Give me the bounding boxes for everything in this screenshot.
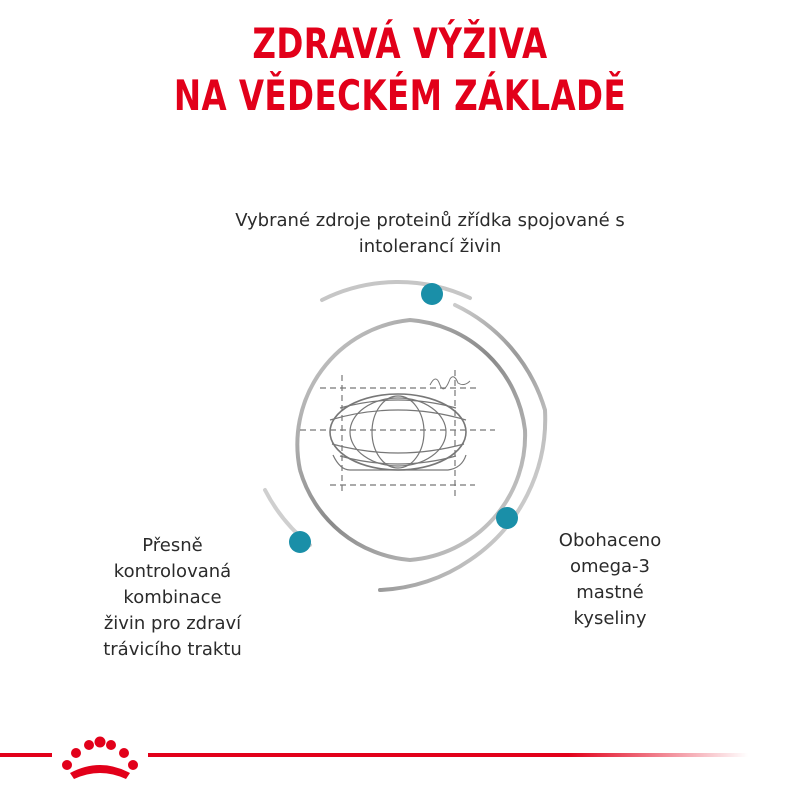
benefit-digestive-line-3: kombinace xyxy=(123,587,222,608)
footer-red-line-right xyxy=(148,753,748,757)
outer-orbit-arc xyxy=(322,282,470,300)
benefit-omega-line-3: mastné xyxy=(576,582,644,603)
teal-dot-top xyxy=(421,283,443,305)
benefit-digestive-line-1: Přesně xyxy=(142,535,203,556)
outer-orbit-arc-right xyxy=(380,305,545,590)
footer-red-line-left xyxy=(0,753,52,757)
benefit-omega-line-2: omega-3 xyxy=(569,556,651,577)
benefit-omega-line-4: kyseliny xyxy=(573,608,647,629)
teal-dot-right xyxy=(496,507,518,529)
benefit-digestive-line-2: kontrolovaná xyxy=(113,561,232,582)
headline-line-1: ZDRAVÁ VÝŽIVA xyxy=(252,19,548,68)
footer-brand-bar xyxy=(0,725,800,785)
headline-line-2: NA VĚDECKÉM ZÁKLADĚ xyxy=(173,71,627,120)
teal-dot-left xyxy=(289,531,311,553)
kibble-sketch-icon xyxy=(300,370,495,500)
benefit-protein-line-1: Vybrané zdroje proteinů zřídka spojované s xyxy=(235,210,625,231)
benefit-protein-line-2: intolerancí živin xyxy=(358,236,502,257)
benefit-omega-line-1: Obohaceno xyxy=(558,530,662,551)
benefit-digestive-line-4: živin pro zdraví xyxy=(103,613,242,634)
royal-canin-crown-logo-icon xyxy=(62,737,138,780)
benefit-digestive-line-5: trávicího traktu xyxy=(103,639,242,660)
